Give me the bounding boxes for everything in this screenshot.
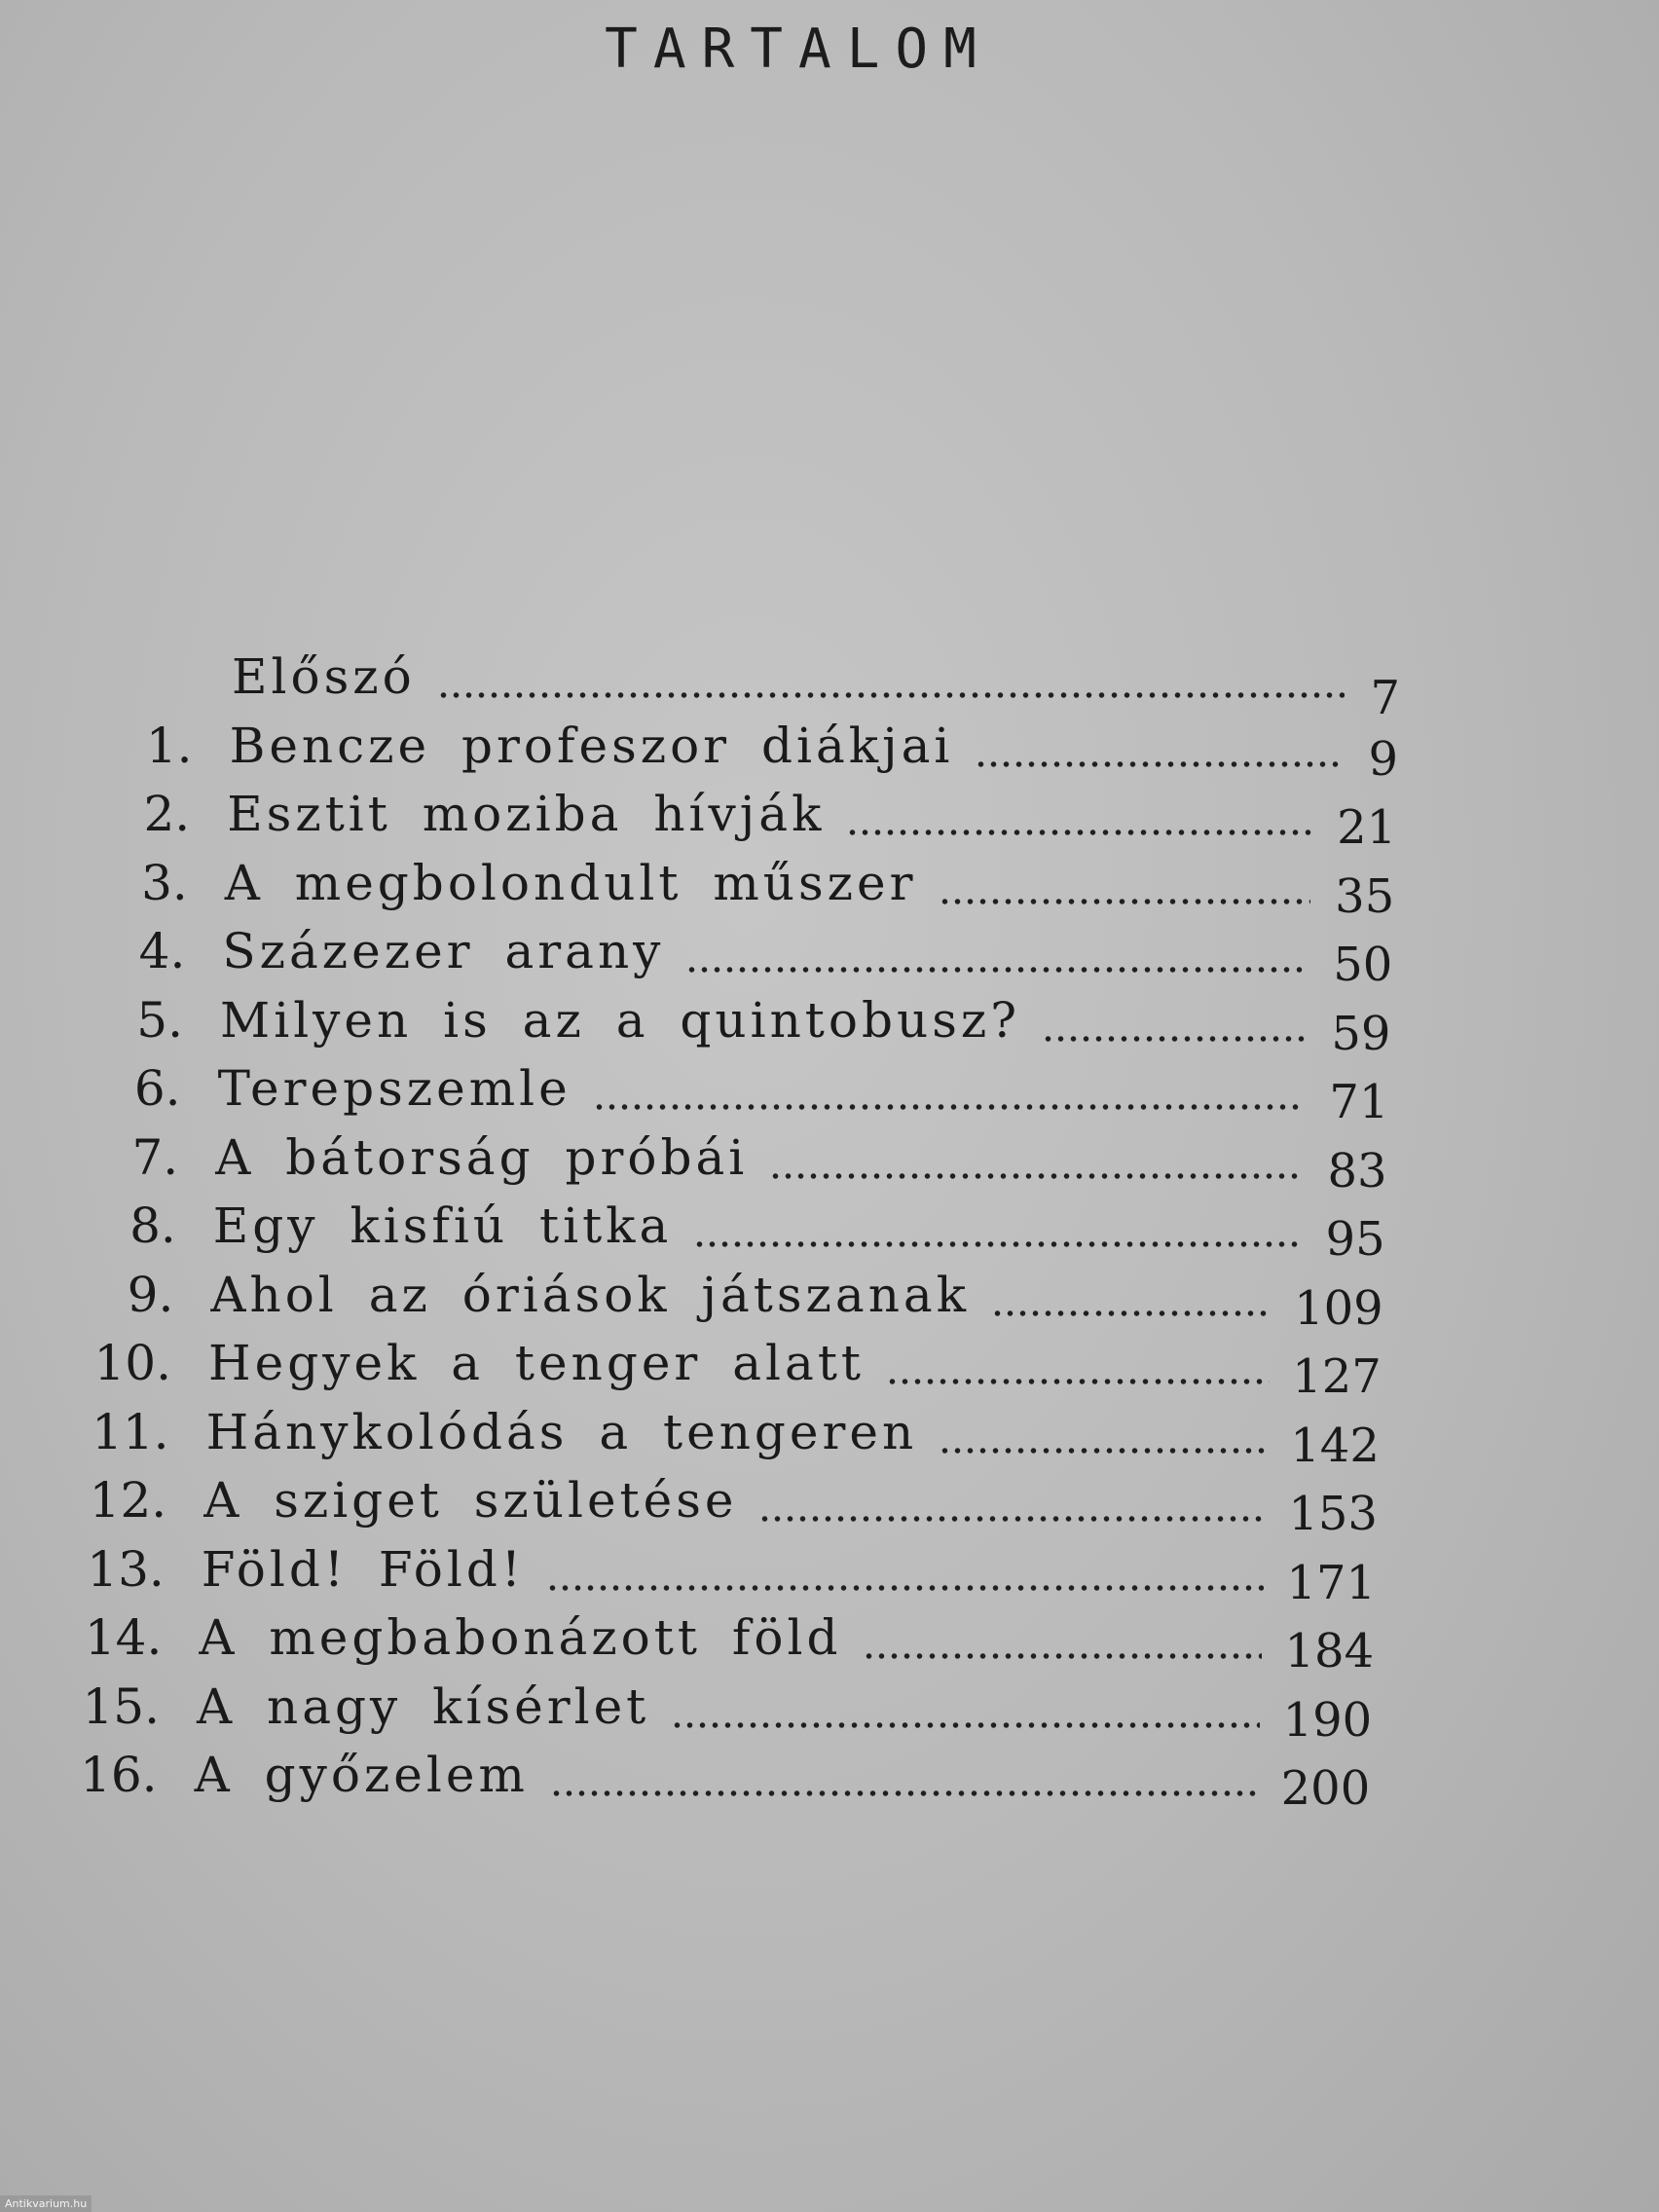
- page-number: 200: [1280, 1761, 1371, 1816]
- dot-leader: [886, 1378, 1270, 1385]
- page-number: 83: [1327, 1143, 1387, 1198]
- chapter-title: A megbabonázott föld: [199, 1609, 842, 1666]
- dot-leader: [863, 1652, 1262, 1660]
- chapter-number: 10.: [93, 1335, 171, 1391]
- toc-entry: [0, 1398, 1659, 1473]
- toc-entry: [0, 1604, 1659, 1678]
- page-number: 71: [1329, 1075, 1389, 1129]
- chapter-number: 8.: [129, 1198, 176, 1254]
- chapter-number: 2.: [143, 786, 191, 842]
- toc-entry: [0, 1329, 1659, 1404]
- toc-entry: [0, 1466, 1659, 1541]
- chapter-title: Bencze profeszor diákjai: [229, 717, 954, 774]
- chapter-title: Előszó: [232, 648, 416, 705]
- toc-entry: [0, 1673, 1659, 1748]
- chapter-title: Hánykolódás a tengeren: [205, 1403, 918, 1460]
- chapter-number: 11.: [92, 1403, 169, 1460]
- toc-entry: [0, 849, 1659, 924]
- chapter-title: Milyen is az a quintobusz?: [220, 991, 1021, 1049]
- page-number: 109: [1294, 1280, 1383, 1336]
- chapter-number: 5.: [136, 991, 183, 1049]
- dot-leader: [550, 1789, 1258, 1797]
- page-number: 21: [1337, 800, 1397, 855]
- page-number: 50: [1333, 938, 1393, 992]
- dot-leader: [437, 691, 1345, 699]
- page-title: TARTALOM: [605, 18, 992, 81]
- dot-leader: [758, 1515, 1265, 1523]
- dot-leader: [846, 829, 1312, 836]
- page-number: 9: [1368, 731, 1399, 787]
- chapter-title: Esztit moziba hívják: [227, 786, 826, 842]
- page-number: 95: [1325, 1212, 1385, 1267]
- source-watermark: Antikvarium.hu: [0, 2195, 92, 2212]
- chapter-number: 4.: [138, 923, 186, 979]
- chapter-title: Ahol az óriások játszanak: [210, 1266, 971, 1323]
- toc-entry: [0, 1124, 1659, 1198]
- chapter-title: A nagy kísérlet: [197, 1677, 650, 1735]
- chapter-title: Hegyek a tenger alatt: [208, 1335, 866, 1391]
- toc-entry: [0, 1535, 1659, 1610]
- chapter-number: 16.: [80, 1747, 158, 1803]
- chapter-number: 9.: [127, 1266, 174, 1323]
- chapter-title: A bátorság próbái: [215, 1128, 749, 1186]
- chapter-number: 13.: [87, 1540, 165, 1598]
- page-number: 127: [1292, 1349, 1382, 1404]
- dot-leader: [685, 966, 1309, 974]
- page-number: 142: [1290, 1418, 1380, 1473]
- chapter-title: Egy kisfiú titka: [212, 1198, 673, 1254]
- toc-entry: [0, 1192, 1659, 1267]
- chapter-number: 7.: [131, 1128, 179, 1186]
- dot-leader: [546, 1584, 1264, 1592]
- chapter-number: 15.: [82, 1677, 160, 1735]
- dot-leader: [991, 1309, 1272, 1317]
- page-number: 35: [1335, 868, 1395, 924]
- chapter-title: Föld! Föld!: [201, 1540, 525, 1598]
- page-number: 190: [1282, 1692, 1373, 1748]
- toc-entry: [0, 1261, 1659, 1336]
- chapter-title: Százezer arany: [222, 923, 665, 979]
- dot-leader: [693, 1240, 1301, 1248]
- toc-entry: [0, 712, 1659, 787]
- toc-entry: [0, 780, 1659, 855]
- chapter-title: Terepszemle: [217, 1060, 571, 1117]
- toc-entry: [0, 1054, 1659, 1129]
- dot-leader: [939, 898, 1311, 905]
- chapter-number: 3.: [141, 854, 188, 911]
- chapter-number: 12.: [89, 1472, 167, 1529]
- chapter-number: 6.: [133, 1060, 181, 1117]
- chapter-number: 14.: [84, 1609, 163, 1666]
- page-number: 7: [1370, 671, 1400, 725]
- toc-entry: [0, 917, 1659, 992]
- toc-entry: [0, 643, 1659, 725]
- page-number: 184: [1284, 1624, 1375, 1678]
- dot-leader: [769, 1172, 1303, 1180]
- dot-leader: [593, 1103, 1306, 1111]
- toc-entry: [0, 1741, 1659, 1816]
- dot-leader: [671, 1721, 1260, 1729]
- toc-entry: [0, 986, 1659, 1061]
- page-number: 153: [1288, 1487, 1378, 1541]
- page-number: 59: [1331, 1006, 1391, 1061]
- dot-leader: [939, 1447, 1268, 1455]
- chapter-title: A sziget születése: [203, 1472, 738, 1529]
- chapter-title: A győzelem: [194, 1747, 529, 1803]
- chapter-number: 1.: [145, 717, 193, 774]
- page-number: 171: [1286, 1555, 1377, 1610]
- chapter-title: A megbolondult műszer: [224, 854, 917, 911]
